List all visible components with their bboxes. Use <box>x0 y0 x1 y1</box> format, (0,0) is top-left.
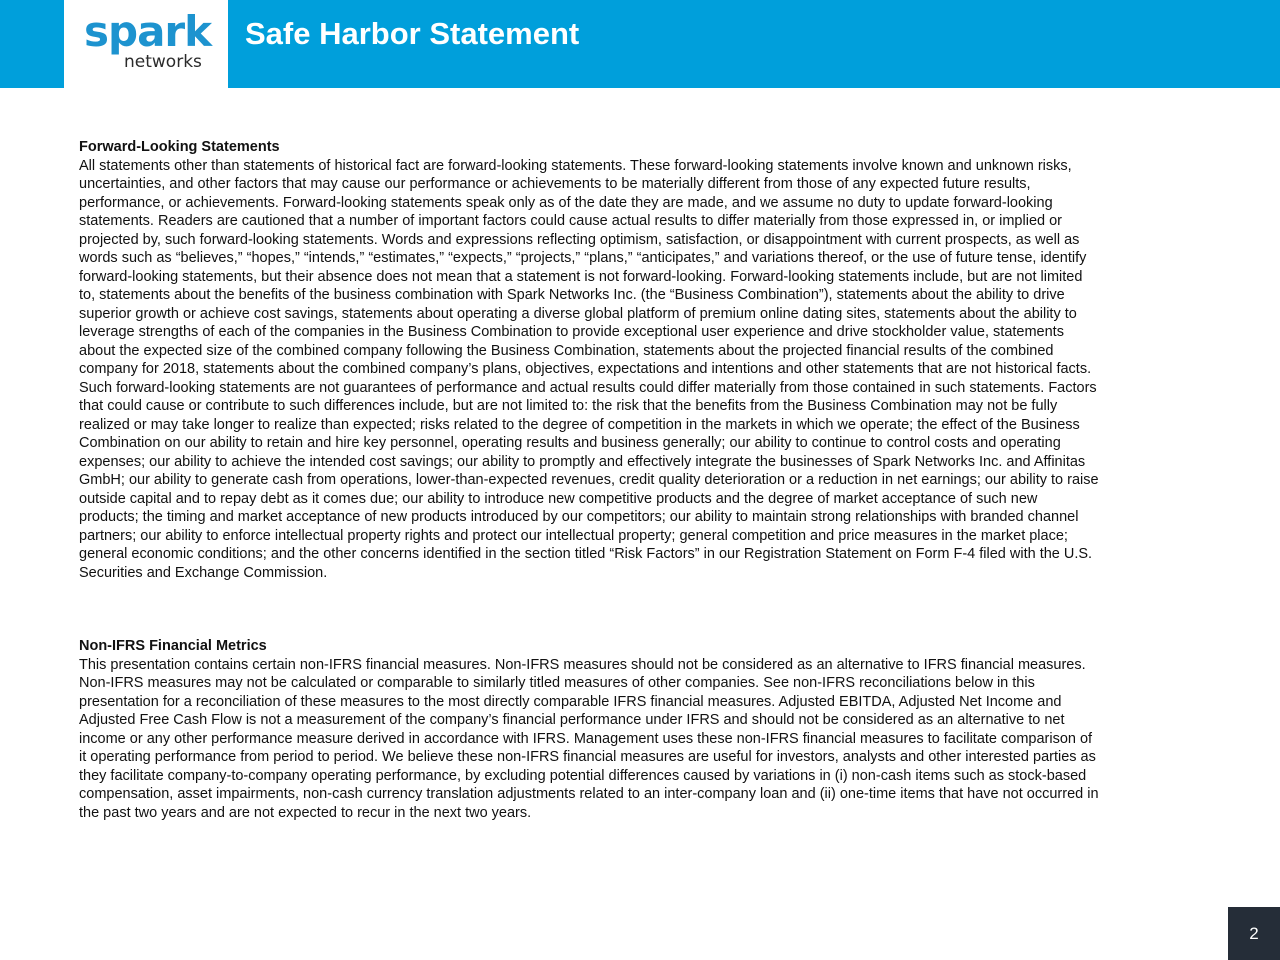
section-heading: Forward-Looking Statements <box>79 139 280 155</box>
spark-networks-logo <box>64 0 228 88</box>
body-line: it operating performance from period to period. We believe these non-IFRS financial measures are useful for investors, analysts and other interested parties as <box>79 749 1096 765</box>
body-line: forward-looking statements, but their absence does not mean that a statement is not forward-looking. Forward-looking statements include, but are not limited <box>79 268 1083 285</box>
logo-brand-text: spark <box>84 7 212 56</box>
body-line: products; the timing and market acceptance of new products introduced by our competitors; our ability to maintain strong relationships with branded channel <box>79 509 1079 525</box>
body-line: that could cause or contribute to such differences include, but are not limited to: the risk that the benefits from the Business Combination may not be fully <box>79 398 1058 414</box>
body-line: Securities and Exchange Commission. <box>79 564 328 581</box>
body-line: Such forward-looking statements are not guarantees of performance and actual results could differ materially from those contained in such statements. Factors <box>79 379 1097 396</box>
body-line: Non-IFRS measures may not be calculated or comparable to similarly titled measures of other companies. See non-IFRS reconciliations below in this <box>79 675 1035 691</box>
body-line: partners; our ability to enforce intellectual property rights and protect our intellectual property; general competition and price measures in the market place; <box>79 527 1068 544</box>
non-ifrs-section <box>79 637 1219 822</box>
body-line: the past two years and are not expected to recur in the next two years. <box>79 804 532 821</box>
body-line: words such as “believes,” “hopes,” “intends,” “estimates,” “expects,” “projects,” “plans,” “anticipates,” and variations thereof, or the use of future tense, identify <box>79 250 1087 266</box>
body-line: Adjusted Free Cash Flow is not a measurement of the company’s financial performance under IFRS and should not be considered as an alternative to net <box>79 712 1065 728</box>
header-bar <box>0 0 1280 88</box>
body-line: superior growth or achieve cost savings, statements about operating a diverse global platform of premium online dating sites, statements about the ability to <box>79 305 1077 322</box>
section-body <box>79 157 1219 583</box>
body-line: to, statements about the benefits of the business combination with Spark Networks Inc. (the “Business Combination”), statements about the ability to drive <box>79 287 1065 303</box>
body-line: about the expected size of the combined company following the Business Combination, statements about the projected financial results of the combined <box>79 342 1054 359</box>
section-heading: Non-IFRS Financial Metrics <box>79 638 267 654</box>
body-line: income or any other performance measure derived in accordance with IFRS. Management uses these non-IFRS financial measures to facilitate comparison of <box>79 730 1093 747</box>
page-title: Safe Harbor Statement <box>245 16 580 51</box>
body-line: statements. Readers are cautioned that a number of important factors could cause actual results to differ materially from those expressed in, or implied or <box>79 213 1062 229</box>
body-line: general economic conditions; and the other concerns identified in the section titled “Risk Factors” in our Registration Statement on Form F-4 filed with the U.S. <box>79 546 1093 562</box>
body-line: All statements other than statements of historical fact are forward-looking statements. These forward-looking statements involve known and unknown risks, <box>79 157 1072 174</box>
body-line: leverage strengths of each of the companies in the Business Combination to provide exceptional user experience and drive stockholder value, statements <box>79 324 1064 340</box>
body-line: projected by, such forward-looking statements. Words and expressions reflecting optimism, satisfaction, or disappointment with current prospects, as well as <box>79 231 1080 248</box>
body-line: Combination on our ability to retain and hire key personnel, operating results and business generally; our ability to continue to control costs and operating <box>79 435 1061 451</box>
body-line: expenses; our ability to achieve the intended cost savings; our ability to promptly and effectively integrate the businesses of Spark Networks Inc. and Affinitas <box>79 453 1086 470</box>
body-line: outside capital and to repay debt as it comes due; our ability to introduce new competitive products and the degree of market acceptance of such new <box>79 490 1038 507</box>
page-number: 2 <box>1228 907 1280 960</box>
body-line: GmbH; our ability to generate cash from operations, lower-than-expected revenues, credit quality deterioration or a reduction in net earnings; our ability to raise <box>79 472 1099 488</box>
body-line: performance, or achievements. Forward-looking statements speak only as of the date they are made, and we assume no duty to update forward-looking <box>79 194 1053 211</box>
body-line: presentation for a reconciliation of these measures to the most directly comparable IFRS financial measures. Adjusted EBITDA, Adjusted Net Income and <box>79 693 1062 710</box>
section-body <box>79 656 1219 823</box>
body-line: compensation, asset impairments, non-cash currency translation adjustments related to an inter-company loan and (ii) one-time items that have not occurred in <box>79 786 1099 802</box>
logo-sub-text: networks <box>124 52 202 72</box>
body-line: uncertainties, and other factors that may cause our performance or achievements to be materially different from those of any expected future results, <box>79 176 1031 192</box>
body-line: realized or may take longer to realize than expected; risks related to the degree of competition in the markets in which we operate; the effect of the Business <box>79 416 1080 433</box>
body-line: This presentation contains certain non-IFRS financial measures. Non-IFRS measures should not be considered as an alternative to IFRS financial measures. <box>79 656 1086 673</box>
forward-looking-section <box>79 138 1219 582</box>
body-line: company for 2018, statements about the combined company’s plans, objectives, expectations and intentions and other statements that are not historical facts. <box>79 361 1092 377</box>
body-line: they facilitate company-to-company operating performance, by excluding potential differences caused by variations in (i) non-cash items such as stock-based <box>79 767 1087 784</box>
